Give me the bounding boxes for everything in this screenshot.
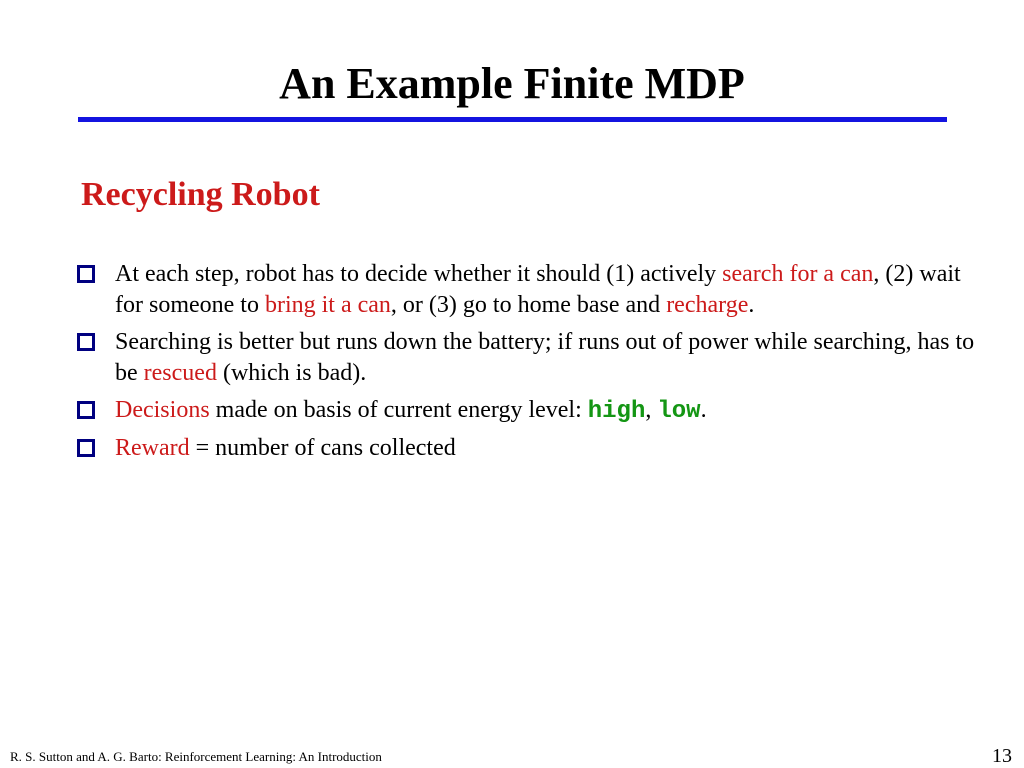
footer-credit: R. S. Sutton and A. G. Barto: Reinforcement Learning: An Introduction	[10, 749, 382, 764]
bullet-item	[76, 327, 976, 389]
bullet-text	[115, 435, 456, 461]
bullet-item	[76, 395, 976, 427]
slide-title: An Example Finite MDP	[279, 59, 745, 108]
bullet-run: .	[748, 292, 755, 318]
hollow-square-bullet-icon	[77, 333, 95, 351]
bullet-item	[76, 259, 976, 321]
bullet-run: At each step, robot has to decide whether it should (1) actively	[115, 261, 723, 287]
bullet-text	[115, 329, 974, 386]
bullet-run: made on basis of current energy level:	[209, 397, 588, 423]
hollow-square-bullet-icon	[77, 401, 95, 419]
bullet-run: .	[700, 397, 707, 423]
highlighted-text: Reward	[115, 435, 190, 461]
highlighted-text: rescued	[143, 360, 217, 386]
highlighted-text: recharge	[666, 292, 749, 318]
bullet-run: , or (3) go to home base and	[390, 292, 667, 318]
bullet-item	[76, 433, 976, 464]
highlighted-text: Decisions	[115, 397, 210, 423]
highlighted-text: search for a can	[722, 261, 874, 287]
bullet-text	[115, 261, 961, 318]
bullet-run: Searching is better but runs down the battery; if runs out of power while searching, has to be	[115, 329, 975, 386]
slide-subtitle: Recycling Robot	[81, 176, 320, 213]
bullet-list	[76, 259, 976, 470]
bullet-run: ,	[645, 397, 658, 423]
bullet-run: , (2) wait for someone to	[115, 261, 961, 318]
highlighted-text: bring it a can	[264, 292, 391, 318]
bullet-run: (which is bad).	[216, 360, 367, 386]
bullet-text	[115, 397, 707, 423]
energy-level-code: high	[587, 398, 646, 425]
title-underline-divider	[78, 117, 947, 122]
page-number: 13	[992, 745, 1012, 767]
hollow-square-bullet-icon	[77, 439, 95, 457]
bullet-run: = number of cans collected	[189, 435, 456, 461]
hollow-square-bullet-icon	[77, 265, 95, 283]
energy-level-code: low	[657, 398, 701, 425]
